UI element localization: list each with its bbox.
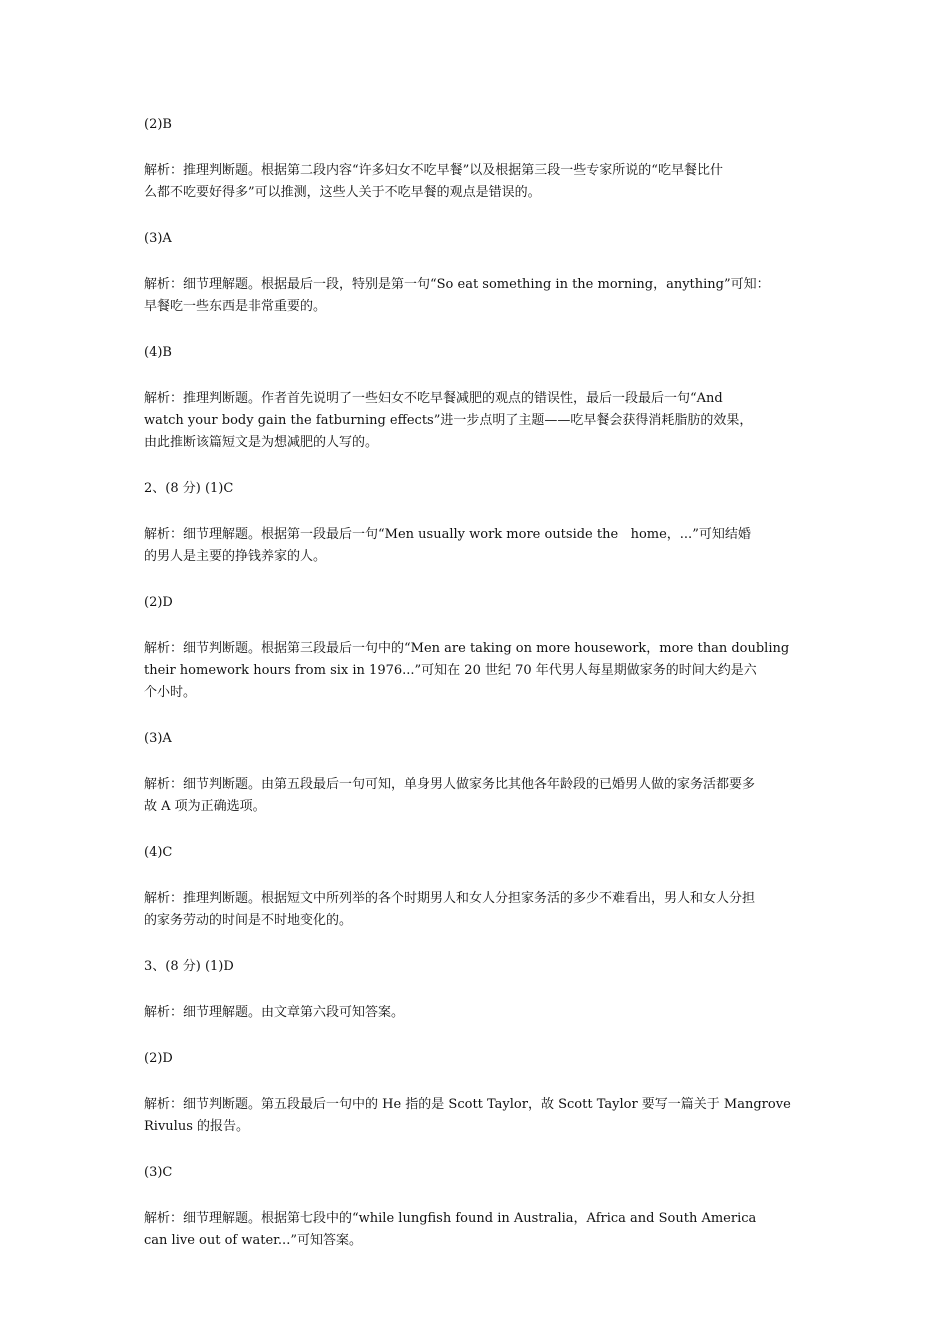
answer-block (144, 956, 810, 1024)
explanation-text (144, 1002, 810, 1024)
answer-label: (2)D (144, 1051, 173, 1066)
explanation-line: watch your body gain the fatburning effects”进一步点明了主题——吃早餐会获得消耗脂肪的效果， (144, 413, 753, 428)
answer-block (144, 842, 810, 932)
explanation-text (144, 274, 810, 318)
answer-block (144, 728, 810, 818)
explanation-line: 早餐吃一些东西是非常重要的。 (144, 299, 327, 314)
answer-block (144, 1048, 810, 1138)
explanation-line: 么都不吃要好得多”可以推测，这些人关于不吃早餐的观点是错误的。 (144, 185, 541, 200)
answer-block (144, 342, 810, 454)
answer-block (144, 1162, 810, 1252)
question-header: 3、(8 分) (1)D (144, 959, 234, 974)
answer-label: (4)B (144, 345, 172, 360)
answer-block (144, 228, 810, 318)
explanation-line: can live out of water...”可知答案。 (144, 1233, 362, 1248)
explanation-text (144, 388, 810, 454)
explanation-line: 解析：细节判断题。第五段最后一句中的 He 指的是 Scott Taylor，故 Scott Taylor 要写一篇关于 Mangrove (144, 1097, 791, 1112)
explanation-line: 由此推断该篇短文是为想减肥的人写的。 (144, 435, 379, 450)
explanation-line: 解析：细节理解题。根据最后一段，特别是第一句“So eat something in the morning，anything”可知： (144, 277, 770, 292)
explanation-text (144, 774, 810, 818)
explanation-line: 解析：细节理解题。根据第一段最后一句“Men usually work more outside the home，...”可知结婚 (144, 527, 751, 542)
explanation-text (144, 1208, 810, 1252)
explanation-line: Rivulus 的报告。 (144, 1119, 249, 1134)
explanation-line: 解析：细节判断题。根据第三段最后一句中的“Men are taking on more housework，more than doubling (144, 641, 790, 656)
explanation-line: 解析：推理判断题。根据短文中所列举的各个时期男人和女人分担家务活的多少不难看出，男人和女人分担 (144, 891, 756, 906)
explanation-line: 个小时。 (144, 685, 197, 700)
explanation-line: 解析：推理判断题。作者首先说明了一些妇女不吃早餐减肥的观点的错误性，最后一段最后一句“And (144, 391, 723, 406)
explanation-line: 解析：细节理解题。根据第七段中的“while lungfish found in Australia，Africa and South America (144, 1211, 757, 1226)
explanation-line: 解析：细节判断题。由第五段最后一句可知，单身男人做家务比其他各年龄段的已婚男人做的家务活都要多 (144, 777, 756, 792)
explanation-line: 解析：推理判断题。根据第二段内容“许多妇女不吃早餐”以及根据第三段一些专家所说的“吃早餐比什 (144, 163, 723, 178)
answer-label: (4)C (144, 845, 173, 860)
explanation-text (144, 1094, 810, 1138)
answer-block (144, 592, 810, 704)
explanation-text (144, 160, 810, 204)
explanation-line: 解析：细节理解题。由文章第六段可知答案。 (144, 1005, 405, 1020)
explanation-line: their homework hours from six in 1976...”可知在 20 世纪 70 年代男人每星期做家务的时间大约是六 (144, 663, 757, 678)
explanation-text (144, 524, 810, 568)
answer-block (144, 114, 810, 204)
answer-label: (3)A (144, 231, 172, 246)
explanation-line: 故 A 项为正确选项。 (144, 799, 266, 814)
explanation-text (144, 888, 810, 932)
question-header: 2、(8 分) (1)C (144, 481, 234, 496)
answer-block (144, 478, 810, 568)
answer-label: (3)C (144, 1165, 173, 1180)
answer-label: (2)D (144, 595, 173, 610)
answer-label: (3)A (144, 731, 172, 746)
explanation-text (144, 638, 810, 704)
explanation-line: 的男人是主要的挣钱养家的人。 (144, 549, 327, 564)
answer-label: (2)B (144, 117, 172, 132)
explanation-line: 的家务劳动的时间是不时地变化的。 (144, 913, 353, 928)
